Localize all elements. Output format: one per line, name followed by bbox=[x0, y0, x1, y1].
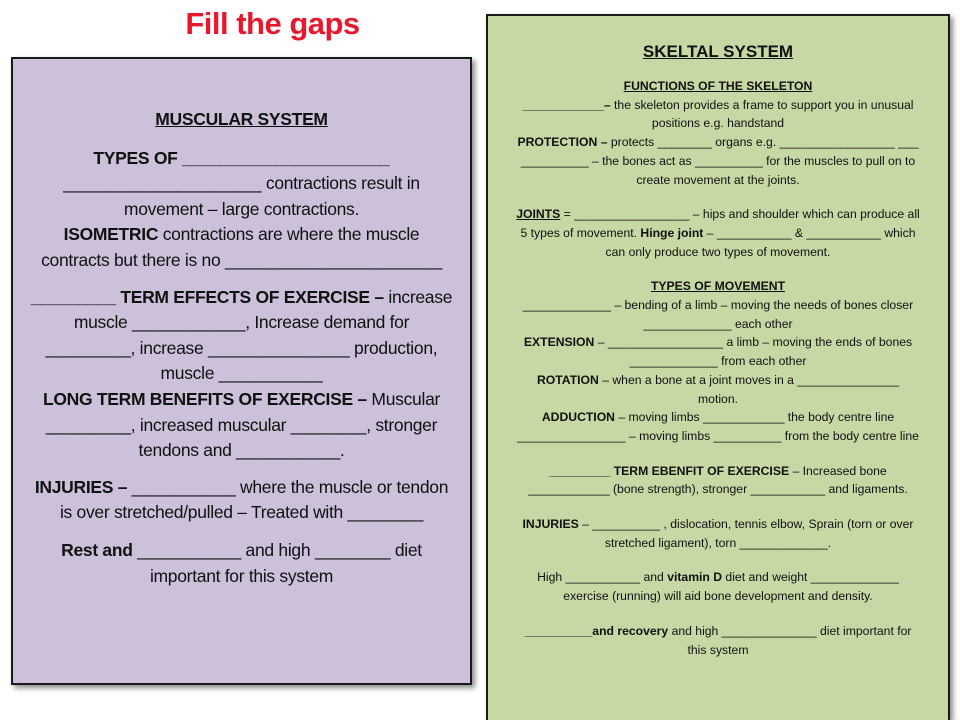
skeletal-line: exercise (running) will aid bone development and density. bbox=[563, 589, 873, 604]
skeletal-injuries-label: INJURIES bbox=[522, 517, 579, 532]
skeletal-line: create movement at the joints. bbox=[636, 172, 800, 187]
injuries-label: INJURIES – bbox=[34, 476, 128, 497]
skeletal-line: High ___________ and vitamin D diet and weight _____________ bbox=[537, 570, 899, 585]
skeletal-system-text bbox=[494, 41, 942, 659]
extension-label: EXTENSION bbox=[523, 335, 595, 350]
isometric-label: ISOMETRIC bbox=[63, 224, 159, 245]
rotation-label: ROTATION bbox=[536, 372, 599, 387]
skeletal-line: _____________ from each other bbox=[629, 354, 807, 369]
hinge-joint-label: Hinge joint bbox=[640, 225, 704, 240]
muscular-line-15: Rest and ___________ and high ________ diet bbox=[61, 539, 422, 560]
skeletal-line: this system bbox=[687, 642, 749, 657]
skeletal-line: 5 types of movement. Hinge joint – ___________ & ___________ which bbox=[520, 225, 916, 240]
skeletal-system-panel bbox=[486, 14, 950, 720]
muscular-line-4: ISOMETRIC contractions are where the muscle bbox=[63, 224, 420, 245]
muscular-line-13: INJURIES – ___________ where the muscle or tendon bbox=[34, 476, 449, 497]
skeletal-line: __________ – the bones act as __________ for the muscles to pull on to bbox=[520, 153, 916, 168]
skeletal-line: ____________– the skeleton provides a frame to support you in unusual bbox=[522, 97, 914, 112]
long-term-label: LONG TERM BENEFITS OF EXERCISE – bbox=[42, 388, 367, 409]
skeletal-line: PROTECTION – protects ________ organs e.g. _________________ ___ bbox=[517, 135, 919, 150]
skeletal-line: _____________ – bending of a limb – moving the needs of bones closer bbox=[522, 298, 914, 313]
skeletal-line: stretched ligament), torn _____________. bbox=[604, 535, 832, 550]
vitamin-d-label: vitamin D bbox=[667, 570, 723, 585]
muscular-line-11: _________, increased muscular ________, stronger bbox=[45, 414, 438, 435]
muscular-line-8: _________, increase _______________ production, bbox=[45, 337, 438, 358]
recovery-label: __________and recovery bbox=[524, 623, 669, 638]
skeletal-line: INJURIES – __________ , dislocation, tennis elbow, Sprain (torn or over bbox=[522, 517, 914, 532]
skeletal-line: _________ TERM EBENFIT OF EXERCISE – Increased bone bbox=[549, 463, 887, 478]
protection-label: PROTECTION – bbox=[517, 135, 608, 150]
muscular-line-types: TYPES OF ______________________ bbox=[93, 147, 390, 168]
skeletal-line: JOINTS = _________________ – hips and shoulder which can produce all bbox=[516, 207, 920, 222]
term-effects-label: _________ TERM EFFECTS OF EXERCISE – bbox=[30, 286, 384, 307]
skeletal-line: ____________ (bone strength), stronger ___________ and ligaments. bbox=[528, 482, 908, 497]
muscular-system-panel bbox=[11, 57, 472, 685]
skeletal-line: ADDUCTION – moving limbs ____________ the body centre line bbox=[541, 410, 895, 425]
muscular-line-9: muscle ___________ bbox=[160, 363, 323, 384]
skeletal-line: ROTATION – when a bone at a joint moves in a _______________ bbox=[536, 372, 900, 387]
joints-label: JOINTS bbox=[516, 207, 561, 222]
skeletal-line: _____________ each other bbox=[643, 316, 793, 331]
muscular-heading: MUSCULAR SYSTEM bbox=[155, 109, 328, 129]
page-title: Fill the gaps bbox=[185, 6, 360, 41]
skeletal-heading: SKELTAL SYSTEM bbox=[642, 42, 794, 61]
rest-label: Rest and bbox=[61, 539, 133, 560]
skeletal-line: motion. bbox=[698, 391, 738, 406]
muscular-line-10: LONG TERM BENEFITS OF EXERCISE – Muscular bbox=[42, 388, 441, 409]
muscular-system-text bbox=[21, 107, 462, 589]
muscular-line-16: important for this system bbox=[149, 565, 334, 586]
muscular-line-6: _________ TERM EFFECTS OF EXERCISE – increase bbox=[30, 286, 453, 307]
skeletal-line: __________and recovery and high ______________ diet important for bbox=[524, 623, 912, 638]
adduction-label: ADDUCTION bbox=[541, 410, 615, 425]
skeletal-line: positions e.g. handstand bbox=[651, 116, 785, 131]
skeletal-line: ________________ – moving limbs __________ from the body centre line bbox=[517, 428, 919, 443]
muscular-line-3: movement – large contractions. bbox=[123, 198, 360, 219]
muscular-line-14: is over stretched/pulled – Treated with ________ bbox=[59, 502, 424, 523]
muscular-line-2: _____________________ contractions result in bbox=[63, 173, 420, 194]
skeletal-line: can only produce two types of movement. bbox=[605, 244, 831, 259]
muscular-line-5: contracts but there is no _______________________ bbox=[41, 249, 442, 270]
skeletal-line: EXTENSION – _________________ a limb – moving the ends of bones bbox=[523, 335, 913, 350]
term-benefit-label: _________ TERM EBENFIT OF EXERCISE bbox=[549, 463, 790, 478]
movement-heading: TYPES OF MOVEMENT bbox=[650, 279, 786, 294]
muscular-line-7: muscle ____________, Increase demand for bbox=[73, 312, 410, 333]
muscular-line-12: tendons and ___________. bbox=[138, 440, 345, 461]
functions-heading: FUNCTIONS OF THE SKELETON bbox=[623, 79, 813, 93]
